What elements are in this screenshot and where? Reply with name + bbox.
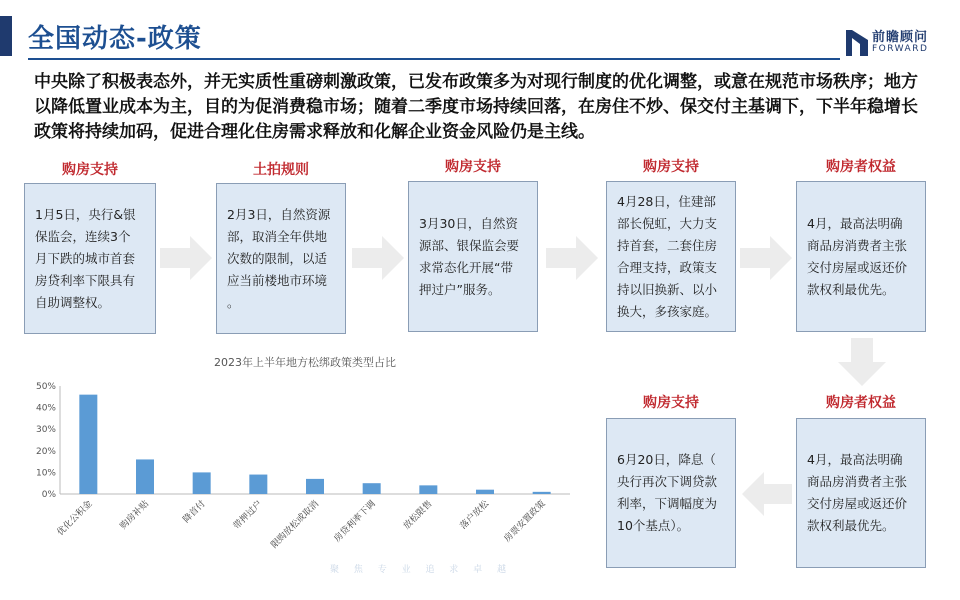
- x-tick-label: 限购放松或取消: [269, 499, 322, 551]
- card-line: 款权利最优先。: [807, 518, 895, 533]
- card-line: 持首套，二套住房: [617, 237, 718, 253]
- arrow-down-icon: [838, 338, 886, 386]
- forward-logo-icon: [846, 26, 868, 56]
- arrow-right-icon: [352, 236, 404, 280]
- bar: [363, 483, 381, 494]
- timeline-label-2: 土拍规则: [253, 162, 309, 178]
- y-tick-label: 0%: [41, 490, 56, 500]
- card-line: 押过户”服务。: [419, 281, 501, 297]
- timeline-card-3: [408, 181, 538, 332]
- timeline-card-1: [24, 183, 156, 334]
- timeline-label-6: 购房者权益: [826, 395, 896, 411]
- x-tick-label: 放松限售: [401, 499, 435, 532]
- bar: [419, 485, 437, 494]
- bar: [249, 475, 267, 494]
- y-tick-label: 30%: [35, 425, 56, 436]
- card-line: 3月30日，自然资: [419, 215, 518, 231]
- card-line: 4月，最高法明确: [807, 452, 903, 467]
- card-line: 交付房屋或返还价: [807, 259, 908, 275]
- x-tick-label: 房票安置政策: [502, 499, 548, 545]
- y-tick-label: 50%: [35, 382, 56, 392]
- card-line: 2月3日，自然资源: [227, 206, 331, 222]
- policy-type-bar-chart: [20, 372, 580, 568]
- title-underline: [28, 58, 840, 60]
- timeline-card-5: [796, 181, 926, 332]
- timeline-card-2: [216, 183, 346, 334]
- timeline-card-7: [606, 418, 736, 568]
- header-accent-bar: [0, 16, 12, 56]
- policy-summary: 中央除了积极表态外，并无实质性重磅刺激政策，已发布政策多为对现行制度的优化调整，或意在规范市场秩序；地方以降低置业成本为主，目的为促消费稳市场；随着二季度市场持续回落，在房住不炒、保交付主基调下，下半年稳增长政策将持续加码，促进合理化住房需求释放和化解企业资金风险仍是主线。: [34, 72, 918, 142]
- brand-logo: [846, 24, 946, 60]
- card-line: 保监会，连续3个: [35, 228, 131, 244]
- card-line: 合理支持，政策支: [617, 259, 718, 275]
- card-line: 款权利最优先。: [807, 281, 895, 297]
- card-line: 部，取消全年供地: [227, 228, 328, 244]
- card-line: 10个基点）。: [617, 518, 690, 533]
- timeline-label-7: 购房支持: [643, 395, 699, 411]
- card-line: 自助调整权。: [35, 294, 111, 310]
- timeline-card-4: [606, 181, 736, 332]
- arrow-right-icon: [546, 236, 598, 280]
- bar: [476, 490, 494, 494]
- card-line: 应当前楼地市环境: [227, 272, 328, 288]
- x-tick-label: 带押过户: [231, 499, 265, 532]
- card-line: 商品房消费者主张: [807, 474, 908, 489]
- card-line: 商品房消费者主张: [807, 237, 908, 253]
- card-line: 6月20日，降息（: [617, 452, 716, 467]
- bar: [136, 459, 154, 494]
- chart-title: 2023年上半年地方松绑政策类型占比: [214, 356, 396, 369]
- card-line: 月下跌的城市首套: [35, 250, 136, 266]
- x-tick-label: 优化公积金: [55, 499, 95, 538]
- y-tick-label: 40%: [35, 403, 56, 414]
- x-tick-label: 购房补贴: [118, 499, 152, 532]
- x-tick-label: 落户放松: [458, 499, 492, 532]
- bar: [306, 479, 324, 494]
- page-title: 全国动态-政策: [28, 24, 202, 54]
- card-line: 换大，多孩家庭。: [617, 303, 718, 319]
- card-line: 1月5日，央行&银: [35, 206, 136, 222]
- arrow-right-icon: [740, 236, 792, 280]
- card-line: 4月28日，住建部: [617, 193, 716, 209]
- arrow-right-icon: [160, 236, 212, 280]
- logo-text-cn: 前瞻顾问: [872, 30, 929, 45]
- y-tick-label: 20%: [35, 446, 56, 457]
- x-tick-label: 房贷利率下调: [332, 499, 378, 545]
- card-line: 源部、银保监会要: [419, 237, 520, 253]
- arrow-left-icon: [742, 472, 792, 516]
- timeline-label-1: 购房支持: [62, 162, 118, 178]
- card-line: 4月，最高法明确: [807, 215, 903, 231]
- timeline-label-4: 购房支持: [643, 159, 699, 175]
- card-line: 求常态化开展“带: [419, 259, 513, 275]
- card-line: 交付房屋或返还价: [807, 496, 908, 511]
- card-line: 房贷利率下限具有: [35, 272, 136, 288]
- bar: [79, 395, 97, 494]
- timeline-label-5: 购房者权益: [826, 159, 896, 175]
- y-tick-label: 10%: [35, 468, 56, 479]
- bar: [533, 492, 551, 494]
- x-tick-label: 降首付: [181, 499, 208, 526]
- card-line: 央行再次下调贷款: [617, 474, 718, 489]
- card-line: 。: [227, 294, 240, 310]
- card-line: 部长倪虹，大力支: [617, 215, 718, 231]
- watermark-text: 聚 焦 专 业 追 求 卓 越: [330, 565, 513, 575]
- timeline-card-6: [796, 418, 926, 568]
- card-line: 利率，下调幅度为: [617, 496, 718, 511]
- bar: [193, 472, 211, 494]
- logo-text-en: FORWARD: [872, 44, 929, 54]
- timeline-label-3: 购房支持: [445, 159, 501, 175]
- card-line: 次数的限制，以适: [227, 250, 328, 266]
- card-line: 持以旧换新、以小: [617, 281, 718, 297]
